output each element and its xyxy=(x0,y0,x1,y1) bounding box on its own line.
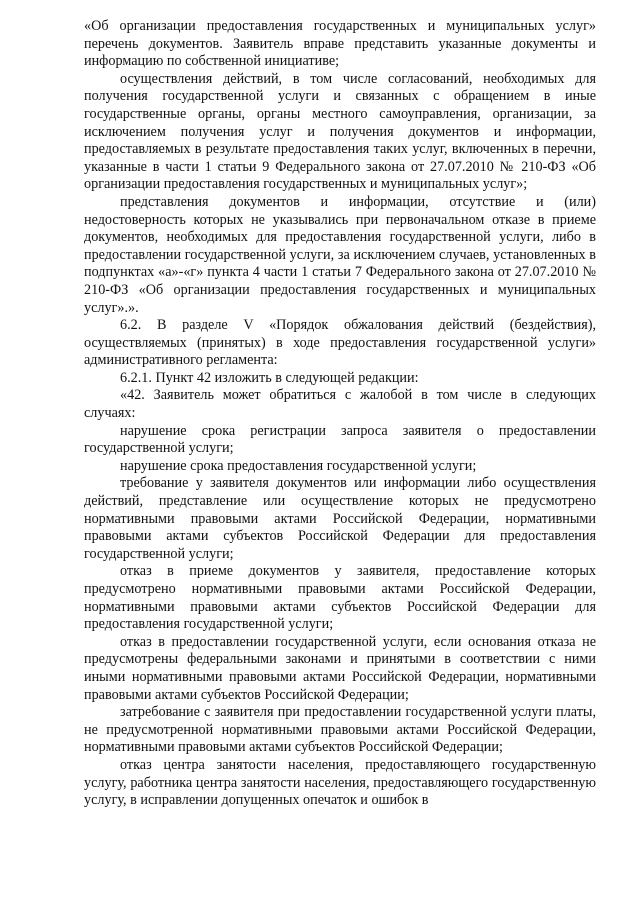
document-body xyxy=(84,18,596,810)
paragraph-6: «42. Заявитель может обратиться с жалобой в том числе в следующих случаях: xyxy=(84,387,596,422)
paragraph-13: отказ центра занятости населения, предоставляющего государственную услугу, работника центра занятости населения, предоставляющего государственную услугу, в исправлении допущенных опечаток и ошибок в xyxy=(84,756,596,809)
paragraph-8: нарушение срока предоставления государственной услуги; xyxy=(120,457,477,474)
paragraph-4: 6.2. В разделе V «Порядок обжалования действий (бездействия), осуществляемых (принятых) в ходе предоставления государственной услуги» административного регламента: xyxy=(84,317,596,369)
paragraph-12: затребование с заявителя при предоставлении государственной услуги платы, не предусмотренной нормативными правовыми актами Российской Федерации, нормативными правовыми актами субъектов Российской Федерации; xyxy=(84,704,596,756)
paragraph-9: требование у заявителя документов или информации либо осуществления действий, представление или осуществление которых не предусмотрено нормативными правовыми актами Российской Федерации, нормативными правовыми актами субъектов Российской Федерации для предоставления государственной услуги; xyxy=(84,475,596,562)
paragraph-5: 6.2.1. Пункт 42 изложить в следующей редакции: xyxy=(120,369,419,386)
paragraph-11: отказ в предоставлении государственной услуги, если основания отказа не предусмотрены федеральными законами и принятыми в соответствии с ними иными нормативными правовыми актами Российской Федерации, нормативными правовыми актами субъектов Российской Федерации; xyxy=(84,633,596,703)
paragraph-1: «Об организации предоставления государственных и муниципальных услуг» перечень документов. Заявитель вправе представить указанные документы и информацию по собственной инициативе; xyxy=(84,18,596,70)
paragraph-10: отказ в приеме документов у заявителя, предоставление которых предусмотрено нормативными правовыми актами Российской Федерации, нормативными правовыми актами субъектов Российской Федерации для предоставления государственной услуги; xyxy=(84,563,596,633)
paragraph-3: представления документов и информации, отсутствие и (или) недостоверность которых не указывались при первоначальном отказе в приеме документов, необходимых для предоставления государственной услуги, либо в предоставлении государственной услуги, за исключением случаев, установленных в подпунктах «а»-«г» пункта 4 части 1 статьи 7 Федерального закона от 27.07.2010 № 210-ФЗ «Об организации предоставления государственных и муниципальных услуг».». xyxy=(84,193,596,316)
paragraph-7: нарушение срока регистрации запроса заявителя о предоставлении государственной услуги; xyxy=(84,422,596,457)
paragraph-2: осуществления действий, в том числе согласований, необходимых для получения государственной услуги и связанных с обращением в иные государственные органы, органы местного самоуправления, организации, за исключением получения услуг и получения документов и информации, предоставляемых в результате предоставления таких услуг, включенных в перечни, указанные в части 1 статьи 9 Федерального закона от 27.07.2010 № 210-ФЗ «Об организации предоставления государственных и муниципальных услуг»; xyxy=(84,70,596,193)
